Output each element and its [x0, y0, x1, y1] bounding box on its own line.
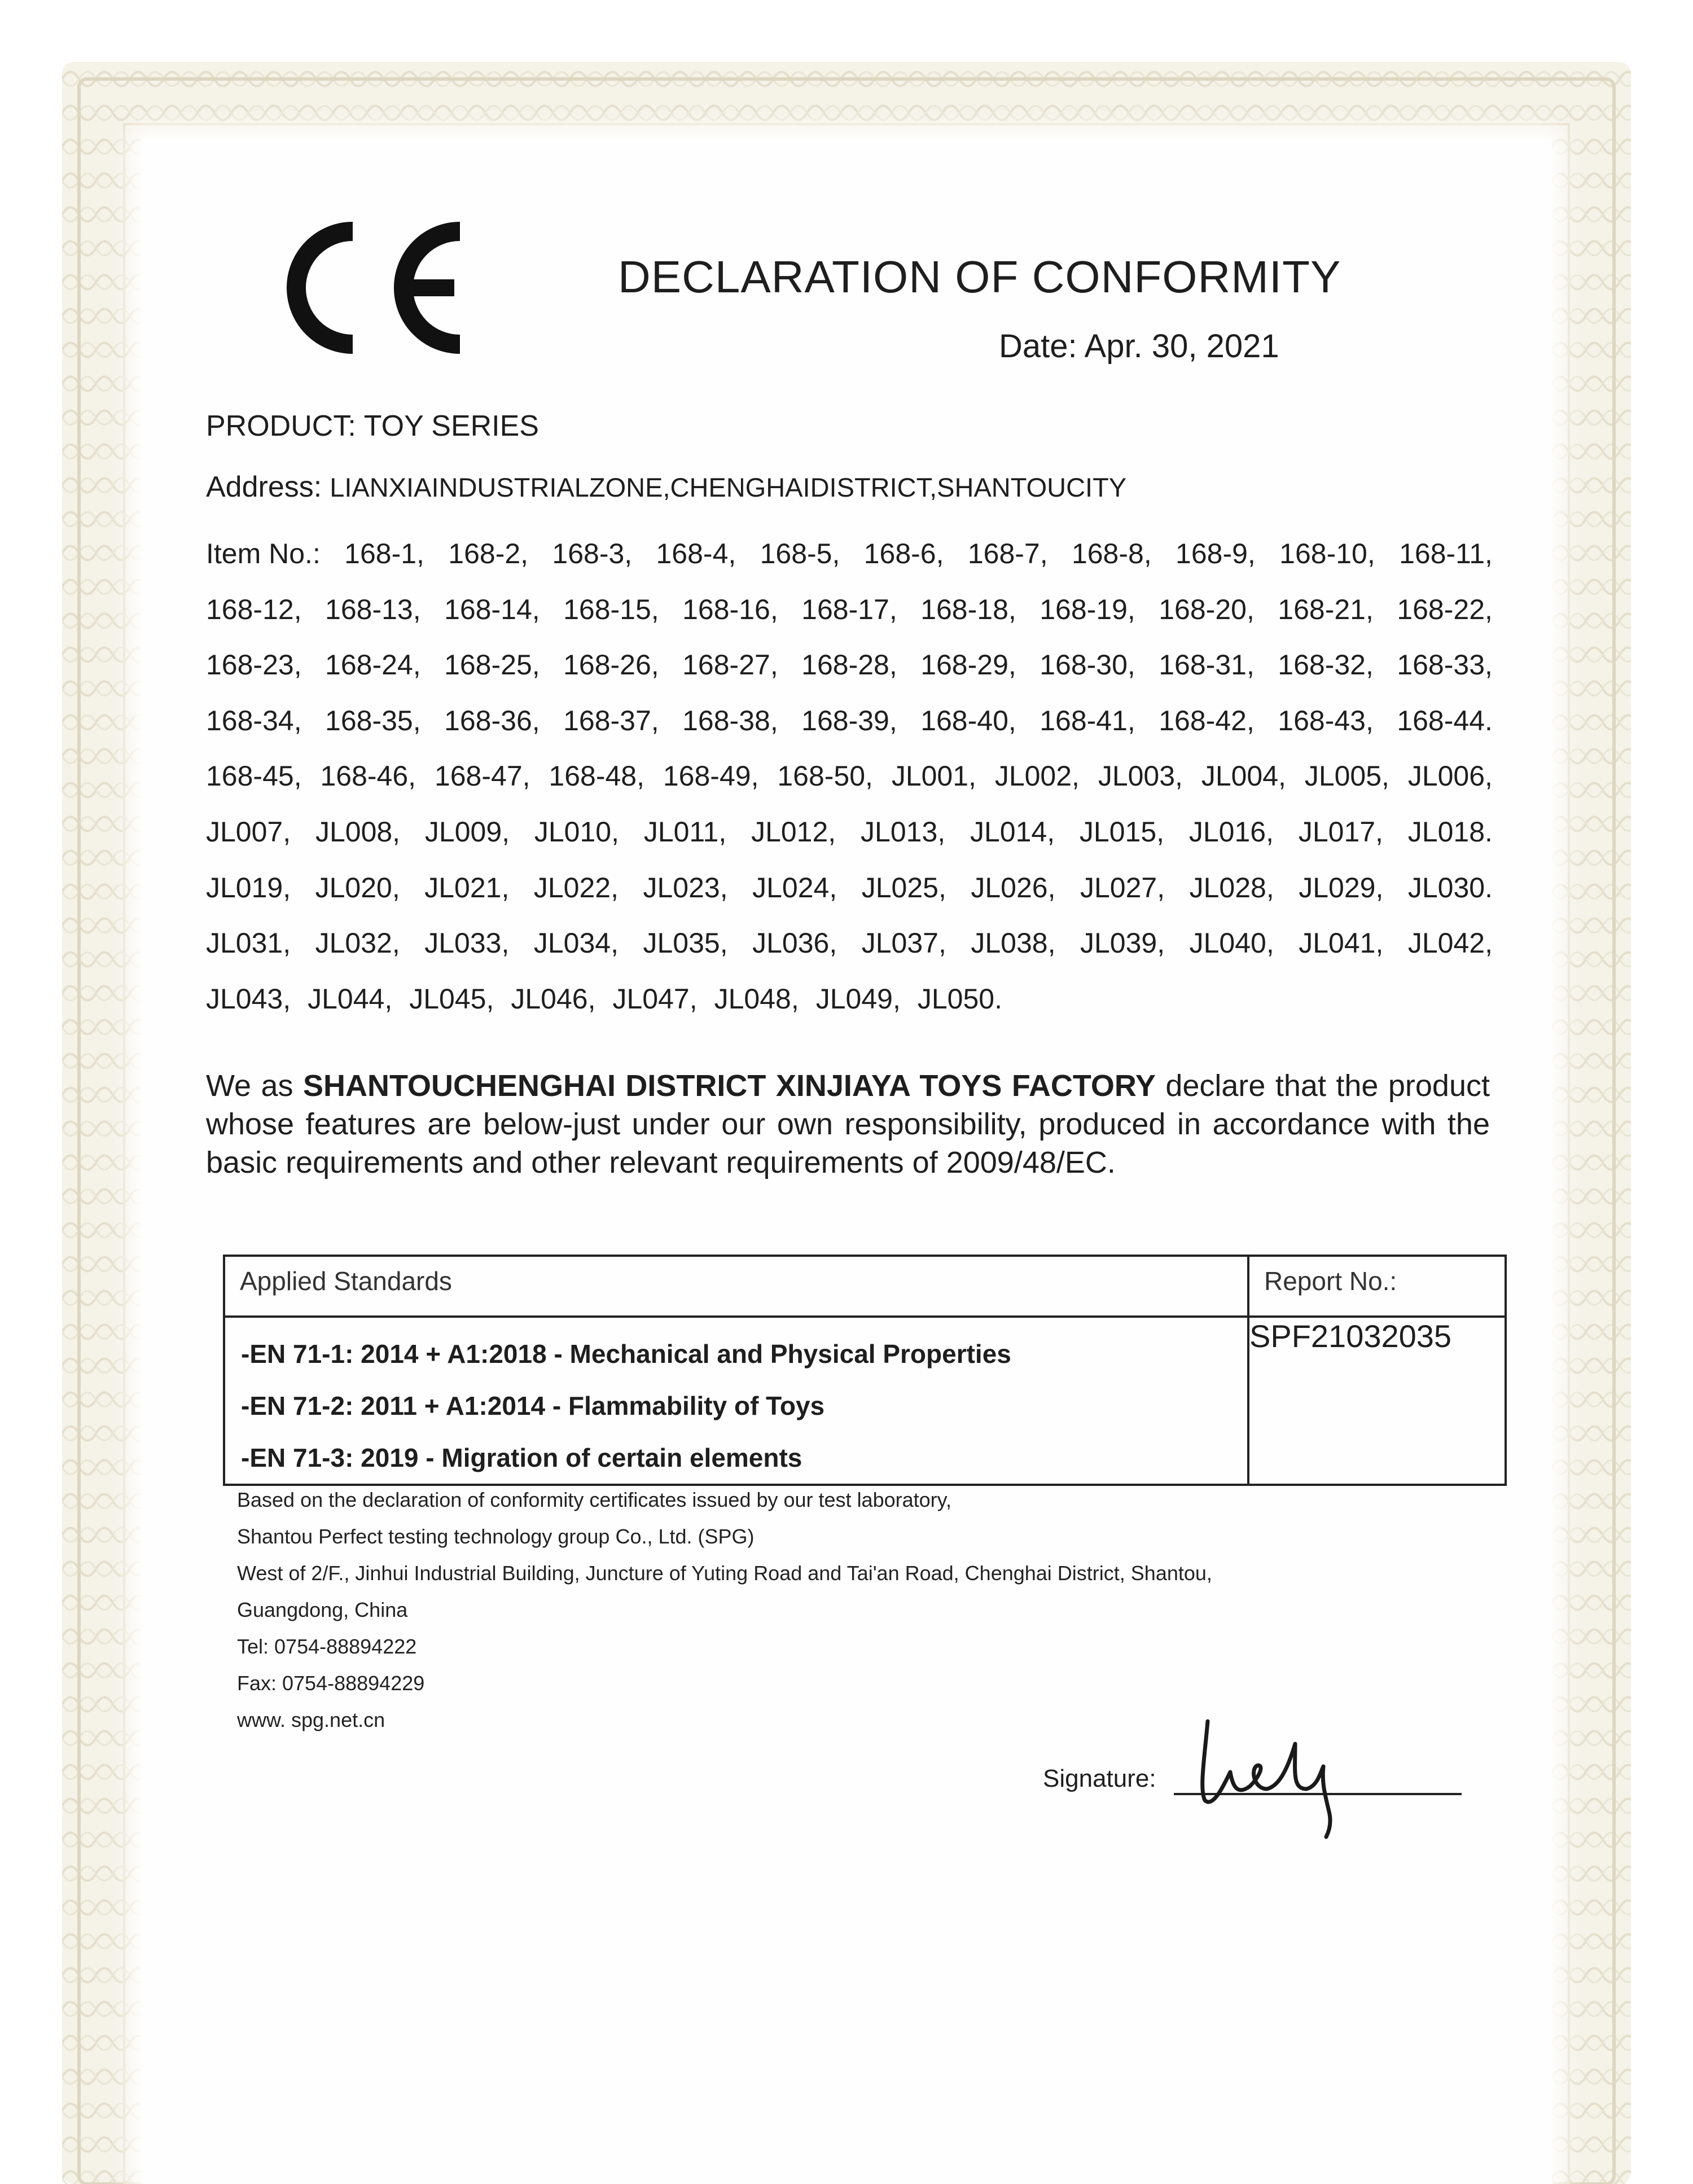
- items-row: [206, 915, 1493, 971]
- item-no: JL037,: [861, 927, 946, 959]
- item-no: 168-17,: [801, 593, 897, 625]
- item-no: 168-23,: [206, 649, 302, 681]
- item-no: JL046,: [511, 983, 596, 1015]
- item-no: JL041,: [1299, 927, 1384, 959]
- item-no: 168-25,: [444, 649, 540, 681]
- lab-line: Tel: 0754-88894222: [237, 1635, 417, 1658]
- item-no: JL032,: [315, 927, 400, 959]
- item-no: JL021,: [424, 871, 510, 904]
- item-no: JL042,: [1407, 927, 1493, 959]
- item-no: JL004,: [1201, 760, 1286, 792]
- item-no: JL013,: [861, 815, 946, 848]
- item-no: 168-48,: [549, 760, 644, 792]
- items-row: [206, 748, 1493, 804]
- item-no: 168-19,: [1040, 593, 1135, 625]
- item-no: JL045,: [409, 983, 494, 1015]
- item-no: 168-3,: [552, 538, 633, 569]
- lab-line: West of 2/F., Jinhui Industrial Building, Juncture of Yuting Road and Tai'an Road, Chenghai District, Shantou,: [237, 1562, 1212, 1585]
- standard-item: -EN 71-1: 2014 + A1:2018 - Mechanical and Physical Properties: [241, 1339, 1011, 1369]
- item-no: JL029,: [1299, 871, 1384, 904]
- item-no: 168-21,: [1278, 593, 1374, 625]
- item-no: 168-38,: [682, 704, 778, 736]
- item-no: JL008,: [315, 815, 401, 848]
- item-no: 168-2,: [448, 538, 529, 569]
- item-no: 168-45,: [206, 760, 302, 792]
- declaration-text-pre: We as: [206, 1069, 303, 1103]
- items-row: [206, 693, 1493, 749]
- items-row: [206, 526, 1493, 582]
- lab-line: Fax: 0754-88894229: [237, 1672, 425, 1695]
- item-no: 168-6,: [863, 538, 944, 569]
- item-no: 168-39,: [801, 704, 897, 736]
- signature-label: Signature:: [1043, 1765, 1156, 1792]
- item-no: 168-4,: [656, 538, 736, 569]
- item-no: JL017,: [1298, 815, 1383, 848]
- product-value: TOY SERIES: [363, 410, 539, 442]
- item-no: JL018.: [1407, 815, 1493, 848]
- item-no: JL010,: [534, 815, 619, 848]
- company-name: SHANTOUCHENGHAI DISTRICT XINJIAYA TOYS FACTORY: [302, 1069, 1156, 1103]
- items-row: [206, 637, 1493, 693]
- item-no: 168-22,: [1397, 593, 1493, 625]
- item-no: JL028,: [1189, 871, 1274, 904]
- address-value: LIANXIAINDUSTRIALZONE,CHENGHAIDISTRICT,SHANTOUCITY: [330, 472, 1127, 502]
- item-no: 168-26,: [563, 649, 659, 681]
- item-no: JL040,: [1189, 927, 1274, 959]
- item-no: JL019,: [206, 871, 291, 904]
- lab-line: Guangdong, China: [237, 1598, 408, 1621]
- item-no: 168-37,: [563, 704, 659, 736]
- declaration-text-post: declare that the product whose features are below-just under our own responsibility, produced in accordance with the basic requirements and other relevant requirements of 2009/48/EC.: [206, 1069, 1490, 1179]
- item-no: JL039,: [1080, 927, 1165, 959]
- item-no: 168-46,: [320, 760, 416, 792]
- item-no: JL038,: [971, 927, 1056, 959]
- report-header: Report No.:: [1248, 1256, 1506, 1317]
- item-no: 168-1,: [344, 538, 424, 569]
- item-no: JL043,: [206, 983, 291, 1015]
- standards-table: [223, 1255, 1507, 1486]
- item-no: 168-33,: [1397, 649, 1493, 681]
- item-no: JL002,: [994, 760, 1080, 792]
- item-no: JL011,: [643, 815, 727, 848]
- item-no: JL014,: [970, 815, 1055, 848]
- address-label: Address:: [206, 471, 322, 503]
- item-no: JL027,: [1080, 871, 1165, 904]
- item-no: 168-40,: [920, 704, 1016, 736]
- item-no: 168-16,: [682, 593, 778, 625]
- item-numbers-list: [206, 526, 1493, 1027]
- item-no: JL001,: [891, 760, 976, 792]
- item-no: JL003,: [1098, 760, 1183, 792]
- item-no: JL006,: [1407, 760, 1493, 792]
- declaration-paragraph: [206, 1067, 1490, 1182]
- lab-line: Shantou Perfect testing technology group Co., Ltd. (SPG): [237, 1525, 755, 1548]
- item-no: 168-9,: [1176, 538, 1256, 569]
- lab-line: Based on the declaration of conformity certificates issued by our test laboratory,: [237, 1488, 951, 1511]
- standards-header: Applied Standards: [224, 1256, 1248, 1317]
- item-no: JL035,: [643, 927, 728, 959]
- item-no: JL031,: [206, 927, 291, 959]
- product-line: [206, 409, 539, 443]
- item-no: 168-32,: [1278, 649, 1374, 681]
- standards-cell: [224, 1317, 1248, 1485]
- item-no: JL005,: [1304, 760, 1389, 792]
- item-no: 168-36,: [444, 704, 540, 736]
- ce-mark-logo: [260, 209, 474, 367]
- item-no: 168-24,: [325, 649, 421, 681]
- item-label: Item No.:: [206, 538, 321, 569]
- item-no: 168-5,: [760, 538, 840, 569]
- item-no: 168-49,: [663, 760, 759, 792]
- item-no: JL020,: [315, 871, 400, 904]
- item-no: 168-29,: [920, 649, 1016, 681]
- items-row: [206, 860, 1493, 916]
- item-no: JL015,: [1079, 815, 1165, 848]
- item-no: JL047,: [612, 983, 698, 1015]
- item-no: 168-35,: [325, 704, 421, 736]
- item-no: JL012,: [751, 815, 836, 848]
- item-no: JL016,: [1188, 815, 1274, 848]
- item-no: 168-34,: [206, 704, 302, 736]
- item-no: 168-50,: [777, 760, 873, 792]
- item-no: 168-12,: [206, 593, 302, 625]
- standard-item: -EN 71-3: 2019 - Migration of certain elements: [241, 1443, 802, 1472]
- item-no: JL033,: [424, 927, 510, 959]
- item-no: 168-47,: [434, 760, 530, 792]
- item-no: 168-13,: [325, 593, 421, 625]
- item-no: JL049,: [815, 983, 901, 1015]
- item-no: 168-42,: [1159, 704, 1255, 736]
- item-no: JL026,: [971, 871, 1056, 904]
- item-no: 168-15,: [563, 593, 659, 625]
- item-no: 168-30,: [1040, 649, 1135, 681]
- product-label: PRODUCT:: [206, 410, 356, 442]
- item-no: 168-8,: [1071, 538, 1152, 569]
- item-no: 168-14,: [444, 593, 540, 625]
- item-no: 168-41,: [1040, 704, 1135, 736]
- item-no: JL024,: [752, 871, 837, 904]
- item-no: 168-43,: [1278, 704, 1374, 736]
- item-no: JL007,: [206, 815, 291, 848]
- item-no: 168-20,: [1159, 593, 1255, 625]
- item-no: 168-31,: [1159, 649, 1255, 681]
- lab-line: www. spg.net.cn: [237, 1708, 385, 1731]
- item-no: JL030.: [1407, 871, 1493, 904]
- item-no: JL023,: [643, 871, 728, 904]
- items-row: [206, 582, 1493, 638]
- item-no: JL022,: [533, 871, 619, 904]
- item-no: 168-18,: [920, 593, 1016, 625]
- handwritten-signature: [1174, 1710, 1377, 1840]
- item-no: 168-10,: [1279, 538, 1375, 569]
- standard-item: -EN 71-2: 2011 + A1:2014 - Flammability of Toys: [241, 1391, 825, 1420]
- items-row: [206, 804, 1493, 860]
- item-no: 168-7,: [967, 538, 1048, 569]
- item-no: 168-27,: [682, 649, 778, 681]
- item-no: JL044,: [308, 983, 393, 1015]
- item-no: JL050.: [917, 983, 1002, 1015]
- item-no: JL034,: [533, 927, 619, 959]
- item-no: JL009,: [424, 815, 510, 848]
- laboratory-info: [237, 1481, 1212, 1738]
- item-no: JL025,: [861, 871, 946, 904]
- address-line: [206, 470, 1126, 504]
- table-header-row: [224, 1256, 1506, 1317]
- document-title: DECLARATION OF CONFORMITY: [618, 252, 1341, 302]
- table-row: [224, 1317, 1506, 1485]
- document-date: Date: Apr. 30, 2021: [999, 328, 1279, 365]
- item-no: 168-28,: [801, 649, 897, 681]
- report-number: SPF21032035: [1248, 1317, 1506, 1485]
- items-row: [206, 971, 1493, 1027]
- item-no: 168-11,: [1399, 538, 1493, 569]
- item-no: JL036,: [752, 927, 837, 959]
- item-no: JL048,: [714, 983, 799, 1015]
- item-no: 168-44.: [1397, 704, 1493, 736]
